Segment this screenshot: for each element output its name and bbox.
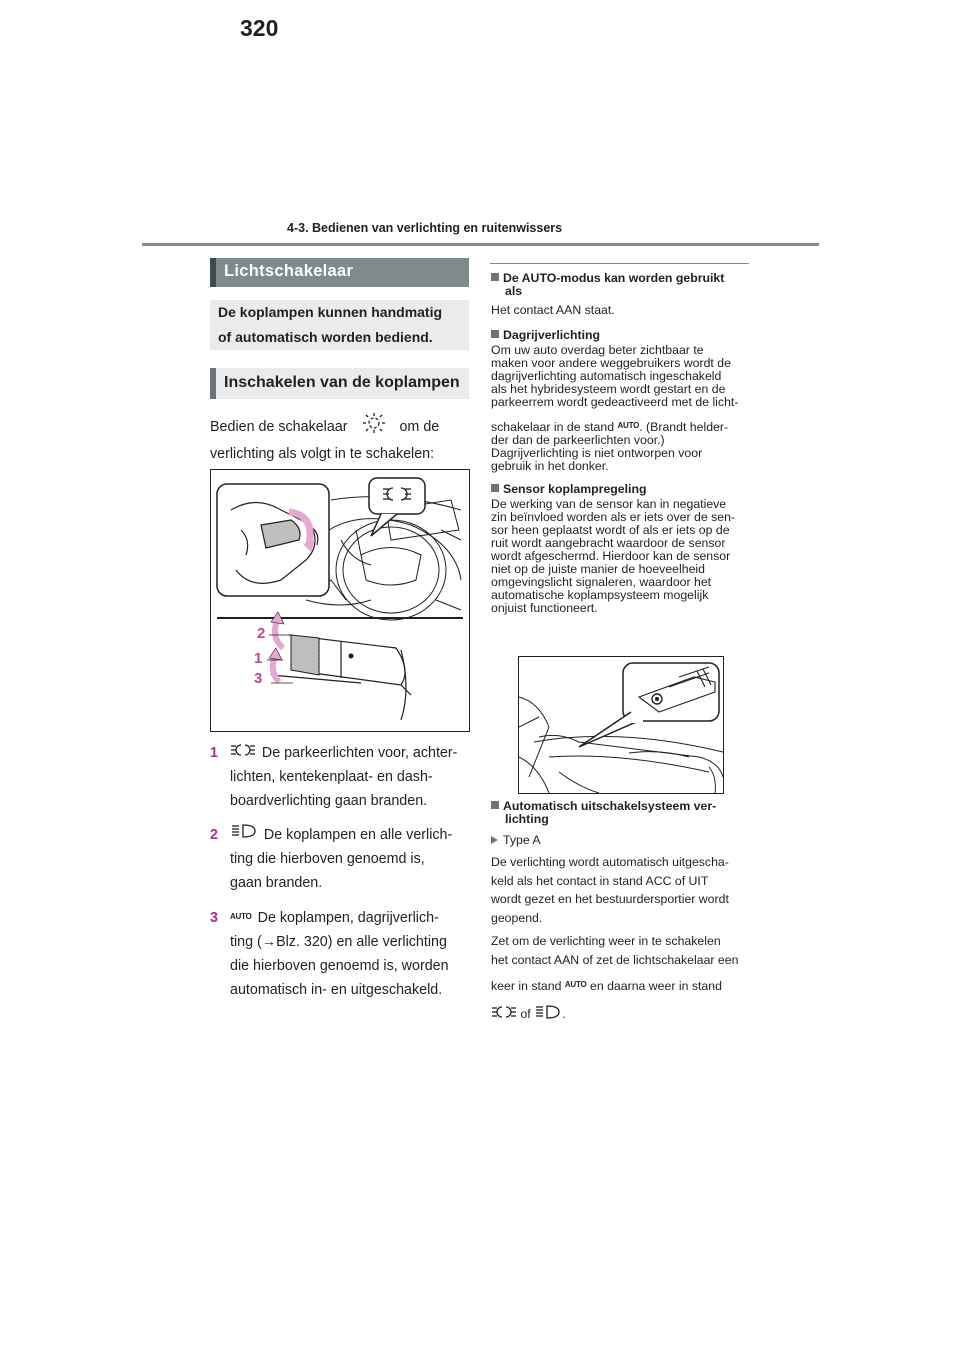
reset-paragraph bbox=[491, 932, 753, 1025]
section-title-box bbox=[210, 258, 469, 287]
heading-text: Automatisch uitschakelsysteem ver- bbox=[503, 799, 717, 813]
sensor-heading bbox=[491, 483, 753, 496]
figure-label-1: 1 bbox=[254, 650, 263, 667]
auto-icon: AUTO bbox=[229, 912, 252, 922]
section-title-accent bbox=[210, 258, 216, 287]
list-item bbox=[210, 823, 472, 895]
sensor-line: sor heen geplaatst wordt of als er iets op de bbox=[491, 523, 730, 537]
sensor-line: onjuist functioneert. bbox=[491, 601, 598, 615]
drl-line: parkeerrem wordt gedeactiveerd met de licht- bbox=[491, 395, 739, 409]
subsection-title-accent bbox=[210, 368, 216, 399]
instruction-post: om de bbox=[399, 418, 440, 435]
type-label bbox=[491, 834, 753, 847]
drl-line bbox=[491, 419, 753, 434]
item-text-line: De parkeerlichten voor, achter- bbox=[261, 745, 458, 761]
reset-line-part: keer in stand bbox=[491, 979, 562, 993]
sensor-illustration bbox=[519, 657, 723, 793]
parking-lights-icon bbox=[230, 741, 256, 765]
type-label-text: Type A bbox=[503, 833, 541, 847]
item-list bbox=[210, 741, 472, 1002]
intro-line-1: De koplampen kunnen handmatig bbox=[218, 304, 443, 320]
drl-line: dagrijverlichting automatisch ingeschakeld bbox=[491, 369, 722, 383]
sensor-line: omgevingslicht signaleren, waardoor het bbox=[491, 575, 712, 589]
item-text-line: De koplampen, dagrijverlich- bbox=[257, 910, 439, 927]
auto-off-paragraph bbox=[491, 853, 753, 927]
bullet-square-icon bbox=[491, 484, 499, 492]
auto-off-line: keld als het contact in stand ACC of UIT bbox=[491, 873, 709, 888]
right-column-lower bbox=[491, 800, 753, 1025]
item-text-line: boardverlichting gaan branden. bbox=[230, 793, 428, 810]
auto-mode-heading bbox=[491, 272, 753, 298]
sensor-line: ruit wordt aangebracht waardoor de sensor bbox=[491, 536, 726, 550]
reset-line bbox=[491, 976, 753, 996]
instruction-line-2: verlichting als volgt in te schakelen: bbox=[210, 446, 435, 462]
drl-paragraph bbox=[491, 344, 753, 473]
sensor-line: De werking van de sensor kan in negatieve bbox=[491, 497, 727, 511]
switch-illustration bbox=[211, 470, 469, 731]
sensor-line: zin beïnvloed worden als er iets over de sen- bbox=[491, 510, 736, 524]
section-title: Lichtschakelaar bbox=[224, 262, 354, 280]
drl-line: Om uw auto overdag beter zichtbaar te bbox=[491, 343, 704, 357]
item-text-line: ting (→Blz. 320) en alle verlichting bbox=[230, 934, 447, 951]
sensor-paragraph bbox=[491, 498, 753, 615]
list-item-line bbox=[210, 741, 472, 765]
item-text-line: die hierboven genoemd is, worden bbox=[230, 958, 449, 975]
auto-off-line: geopend. bbox=[491, 910, 543, 925]
bullet-square-icon bbox=[491, 273, 499, 281]
reset-line-part: en daarna weer in stand bbox=[590, 979, 722, 993]
figure-label-3: 3 bbox=[254, 670, 263, 687]
auto-off-line: wordt gezet en het bestuurdersportier wordt bbox=[491, 892, 729, 906]
drl-line: Dagrijverlichting is niet ontworpen voor bbox=[491, 446, 703, 460]
figure-label-2: 2 bbox=[257, 625, 266, 642]
instruction bbox=[210, 412, 472, 466]
item-number: 2 bbox=[210, 827, 218, 844]
bullet-square-icon bbox=[491, 330, 499, 338]
item-text-line: gaan branden. bbox=[230, 875, 323, 892]
headlight-icon bbox=[534, 1004, 562, 1026]
triangle-bullet-icon bbox=[491, 836, 498, 844]
auto-mode-text: Het contact AAN staat. bbox=[491, 303, 615, 317]
item-text-line: De koplampen en alle verlich- bbox=[263, 827, 453, 844]
item-text-line: automatisch in- en uitgeschakeld. bbox=[230, 982, 443, 999]
heading-text: De AUTO-modus kan worden gebruikt bbox=[503, 271, 725, 285]
list-item-line bbox=[210, 823, 472, 847]
light-switch-icon bbox=[352, 412, 396, 442]
parking-lights-icon bbox=[491, 1005, 517, 1025]
drl-line-part: . (Brandt helder- bbox=[639, 420, 729, 434]
list-item bbox=[210, 741, 472, 813]
heading-text: Sensor koplampregeling bbox=[503, 482, 647, 496]
auto-icon: AUTO bbox=[564, 980, 587, 989]
intro-box bbox=[210, 300, 469, 350]
bullet-square-icon bbox=[491, 801, 499, 809]
reset-line-part: of bbox=[520, 1006, 531, 1021]
drl-line: der dan de parkeerlichten voor.) bbox=[491, 433, 665, 447]
drl-heading bbox=[491, 329, 753, 342]
item-number: 3 bbox=[210, 910, 218, 927]
sensor-line: automatische koplampsysteem mogelijk bbox=[491, 588, 709, 602]
list-item bbox=[210, 905, 472, 1002]
drl-line: als het hybridesysteem wordt gestart en de bbox=[491, 382, 726, 396]
drl-line-part: schakelaar in de stand bbox=[491, 420, 615, 434]
reset-line: Zet om de verlichting weer in te schakelen bbox=[491, 934, 721, 948]
sensor-line: niet op de juiste manier de hoeveelheid bbox=[491, 562, 705, 576]
item-text-line: ting die hierboven genoemd is, bbox=[230, 851, 425, 868]
reset-line-part: . bbox=[562, 1006, 566, 1021]
item-text-line: lichten, kentekenplaat- en dash- bbox=[230, 769, 433, 786]
list-item-line bbox=[210, 905, 472, 930]
auto-icon: AUTO bbox=[617, 421, 640, 430]
headlight-icon bbox=[230, 823, 258, 847]
subsection-title-box bbox=[210, 368, 469, 399]
reset-line bbox=[491, 1004, 753, 1026]
instruction-pre: Bedien de schakelaar bbox=[210, 418, 348, 435]
page-number: 320 bbox=[240, 15, 279, 41]
switch-figure bbox=[210, 469, 470, 732]
sensor-figure bbox=[518, 656, 724, 794]
instruction-line-1 bbox=[210, 412, 472, 442]
right-top-rule bbox=[490, 263, 749, 264]
sensor-line: wordt afgeschermd. Hierdoor kan de sensor bbox=[491, 549, 731, 563]
subsection-title: Inschakelen van de koplampen bbox=[224, 374, 460, 391]
auto-off-heading bbox=[491, 800, 753, 826]
item-number: 1 bbox=[210, 745, 218, 761]
reset-line: het contact AAN of zet de lichtschakelaar een bbox=[491, 952, 739, 967]
right-column bbox=[491, 272, 753, 615]
auto-off-line: De verlichting wordt automatisch uitgescha- bbox=[491, 855, 729, 869]
drl-line: maken voor andere weggebruikers wordt de bbox=[491, 356, 731, 370]
header-rule bbox=[142, 243, 819, 246]
heading-text: Dagrijverlichting bbox=[503, 328, 601, 342]
heading-text: als bbox=[505, 284, 523, 298]
heading-text: lichting bbox=[505, 812, 549, 826]
running-head: 4-3. Bedienen van verlichting en ruitenwissers bbox=[287, 221, 563, 235]
intro-line-2: of automatisch worden bediend. bbox=[218, 329, 433, 345]
drl-line: gebruik in het donker. bbox=[491, 459, 609, 473]
